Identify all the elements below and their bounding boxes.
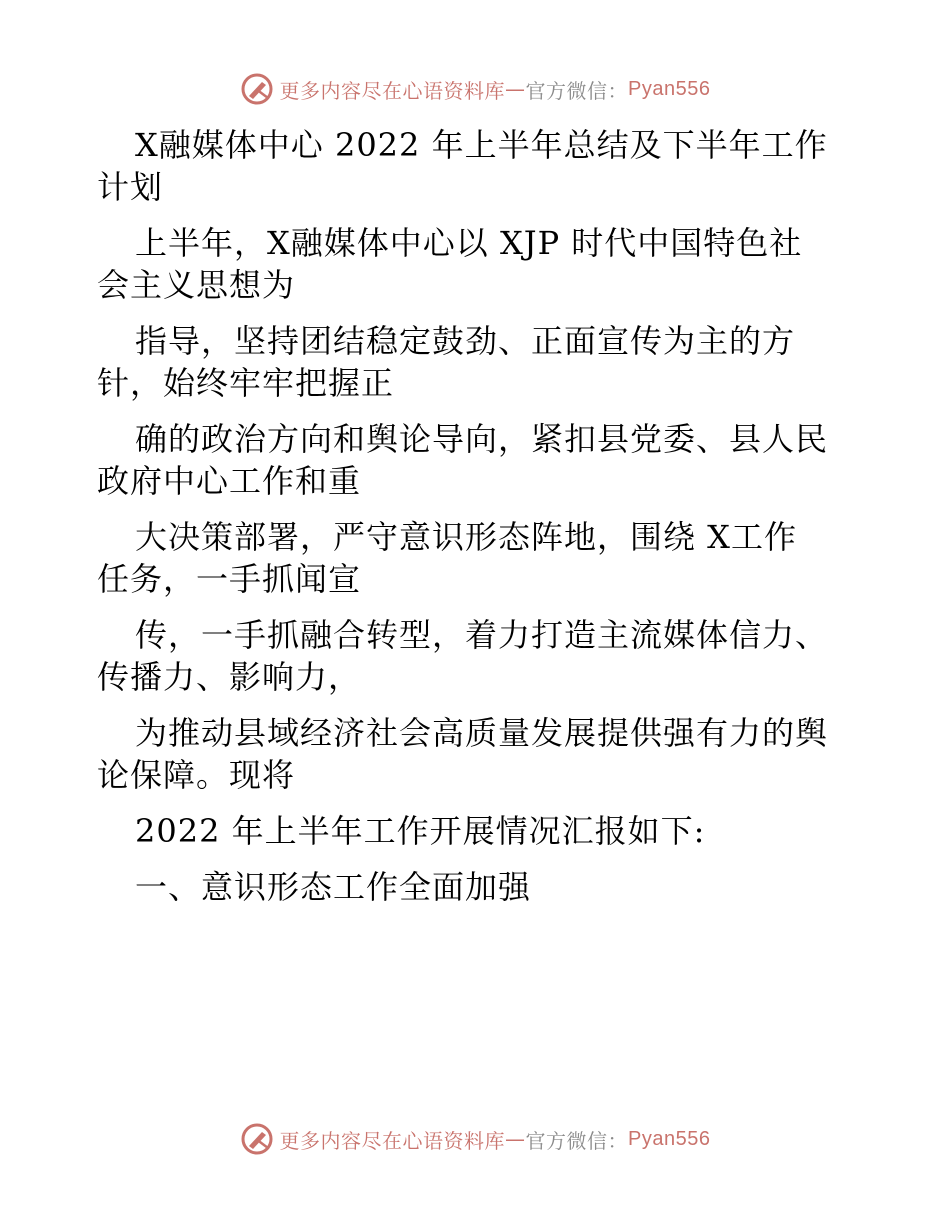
paragraph-line: 确的政治方向和舆论导向，紧扣县党委、县人民 <box>135 420 829 458</box>
watermark-channel: 官方微信： <box>525 1128 629 1153</box>
brand-logo-icon <box>240 1122 274 1156</box>
watermark-separator: — <box>505 1127 526 1151</box>
header-watermark <box>0 72 950 106</box>
document-title-line-2: 计划 <box>97 168 164 206</box>
paragraph-line: 针，始终牢牢把握正 <box>97 364 395 402</box>
section-heading: 一、意识形态工作全面加强 <box>135 868 532 906</box>
paragraph-line: 2022 年上半年工作开展情况汇报如下: <box>135 812 706 850</box>
watermark-wechat-id: Pyan556 <box>628 1127 711 1150</box>
footer-watermark <box>0 1122 950 1156</box>
watermark-brand: 更多内容尽在心语资料库 <box>279 1128 506 1153</box>
document-title-line-1: X融媒体中心 2022 年上半年总结及下半年工作 <box>135 126 828 164</box>
paragraph-line: 为推动县域经济社会高质量发展提供强有力的舆 <box>135 714 829 752</box>
watermark-separator: — <box>505 77 526 101</box>
watermark-channel: 官方微信： <box>525 78 629 103</box>
paragraph-line: 论保障。现将 <box>97 756 296 794</box>
paragraph-line: 传，一手抓融合转型，着力打造主流媒体信力、 <box>135 616 829 654</box>
watermark-brand: 更多内容尽在心语资料库 <box>279 78 506 103</box>
paragraph-line: 大决策部署，严守意识形态阵地，围绕 X工作 <box>135 518 797 556</box>
paragraph-line: 上半年，X融媒体中心以 XJP 时代中国特色社 <box>135 224 803 262</box>
document-body <box>97 124 867 908</box>
paragraph-line: 指导，坚持团结稳定鼓劲、正面宣传为主的方 <box>135 322 796 360</box>
watermark-wechat-id: Pyan556 <box>628 77 711 100</box>
paragraph-line: 传播力、影响力， <box>97 658 362 696</box>
paragraph-line: 会主义思想为 <box>97 266 296 304</box>
paragraph-line: 任务，一手抓闻宣 <box>97 560 362 598</box>
paragraph-line: 政府中心工作和重 <box>97 462 362 500</box>
brand-logo-icon <box>240 72 274 106</box>
